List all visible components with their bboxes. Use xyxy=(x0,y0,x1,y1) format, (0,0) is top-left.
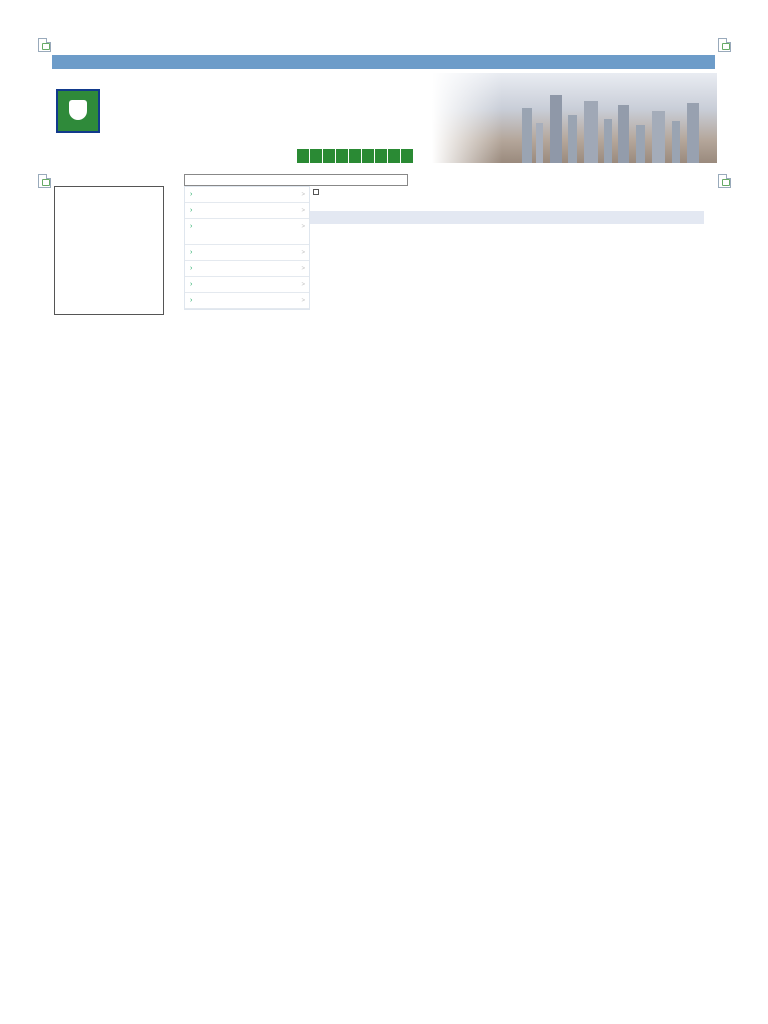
chevron-right-icon: > xyxy=(301,192,305,198)
broken-image-icon xyxy=(38,38,51,52)
left-panel-box xyxy=(54,186,164,315)
news-ticker[interactable] xyxy=(52,55,715,69)
menu-item-news-media[interactable] xyxy=(185,245,309,261)
nav-whats-new[interactable] xyxy=(348,149,361,163)
arrow-icon: › xyxy=(190,191,193,198)
nav-search[interactable] xyxy=(361,149,374,163)
menu-item-about-bee[interactable] xyxy=(185,203,309,219)
nav-sitemap[interactable] xyxy=(387,149,400,163)
nav-home[interactable] xyxy=(296,149,309,163)
arrow-icon: › xyxy=(190,297,193,304)
city-skyline-image xyxy=(432,73,717,163)
broken-image-icon xyxy=(718,174,731,188)
search-input[interactable] xyxy=(184,174,408,186)
arrow-icon: › xyxy=(190,281,193,288)
arrow-icon: › xyxy=(190,265,193,272)
chevron-right-icon: > xyxy=(301,224,305,230)
menu-item-awareness[interactable] xyxy=(185,261,309,277)
arrow-icon: › xyxy=(190,223,193,230)
arrow-icon: › xyxy=(190,207,193,214)
page-heading xyxy=(310,211,704,224)
top-navigation xyxy=(296,149,413,163)
nav-career[interactable] xyxy=(374,149,387,163)
bee-logo[interactable] xyxy=(52,78,107,150)
chevron-right-icon: > xyxy=(301,250,305,256)
menu-item-sectors[interactable] xyxy=(185,187,309,203)
nav-eesl[interactable] xyxy=(400,149,413,163)
nav-bee-mail[interactable] xyxy=(322,149,335,163)
broken-image-icon xyxy=(718,38,731,52)
chevron-right-icon: > xyxy=(301,208,305,214)
broken-image-icon xyxy=(38,174,51,188)
chevron-right-icon: > xyxy=(301,298,305,304)
chevron-right-icon: > xyxy=(301,282,305,288)
dropdown-menu xyxy=(184,186,310,310)
menu-item-awards[interactable] xyxy=(185,219,309,245)
chevron-right-icon: > xyxy=(301,266,305,272)
menu-item-industrial-sectors[interactable] xyxy=(185,293,309,309)
nav-bee-line[interactable] xyxy=(335,149,348,163)
nav-contact-us[interactable] xyxy=(309,149,322,163)
checkbox-icon[interactable] xyxy=(313,189,319,195)
menu-item-energy-managers[interactable] xyxy=(185,277,309,293)
arrow-icon: › xyxy=(190,249,193,256)
breadcrumb xyxy=(312,189,320,196)
bulb-icon xyxy=(56,89,100,133)
